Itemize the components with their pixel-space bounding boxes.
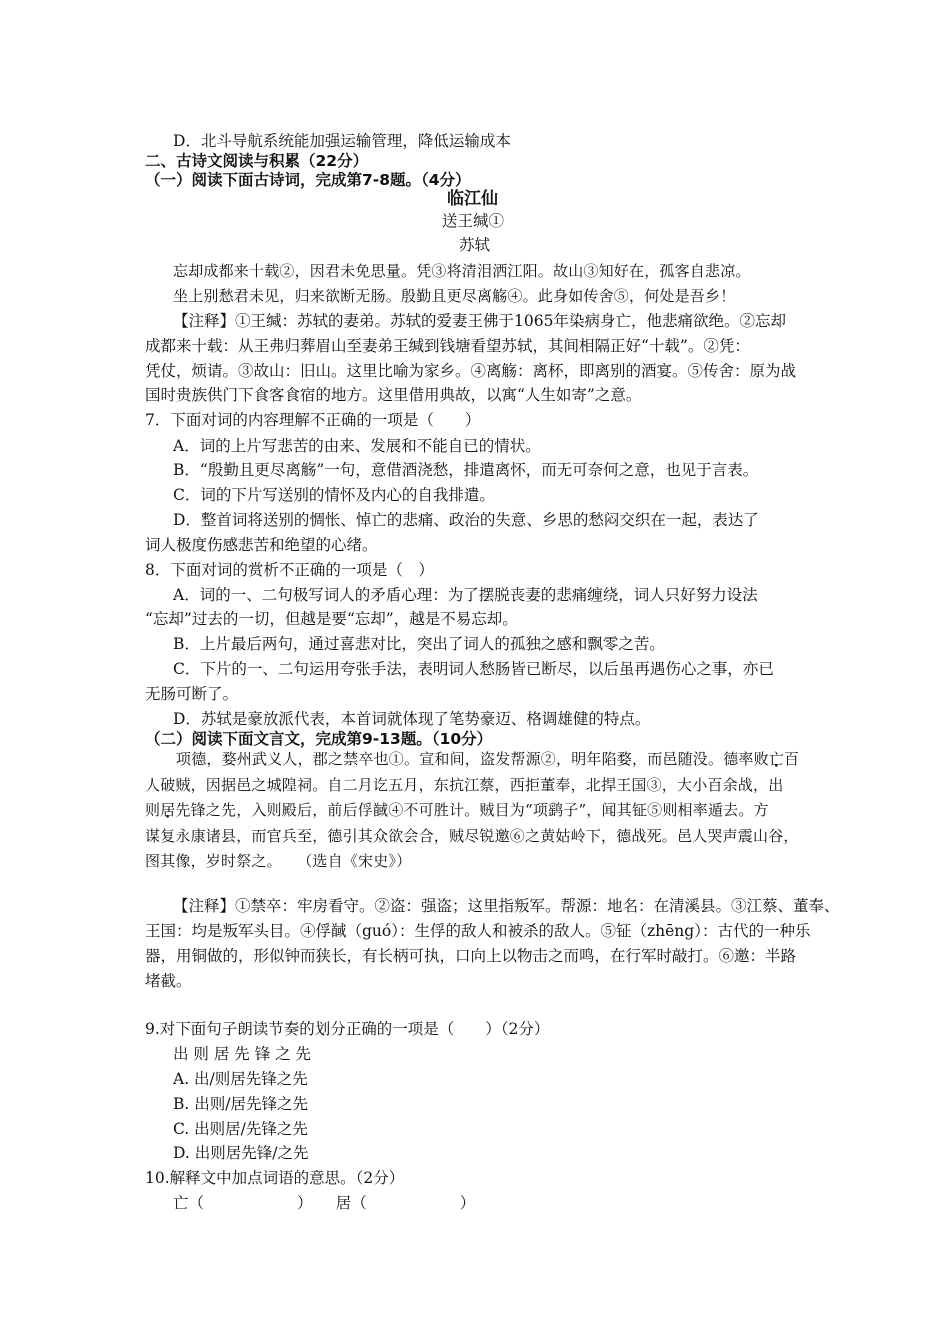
q8-option-b: B．上片最后两句，通过喜悲对比，突出了词人的孤独之感和飘零之苦。 [173, 635, 665, 653]
poem-notes-line: 【注释】①王缄：苏轼的妻弟。苏轼的爱妻王佛于1065年染病身亡，他悲痛欲绝。②忘却 [173, 312, 786, 330]
section-heading-classical: 二、古诗文阅读与积累（22分） [145, 152, 369, 170]
question-8: 8．下面对词的赏析不正确的一项是（ ） [145, 561, 434, 579]
passage-notes-line: 堵截。 [145, 972, 192, 990]
q8-option-a-cont: “忘却”过去的一切，但越是要“忘却”，越是不易忘却。 [145, 610, 518, 628]
passage-line-1: 项德，婺州武义人，郡之禁卒也①。宣和间，盗发帮源②，明年陷婺，而邑随没。德率败亡百 [176, 750, 800, 768]
q7-option-c: C．词的下片写送别的情怀及内心的自我排遣。 [173, 486, 495, 504]
dotted-word-ju: 居 [160, 801, 176, 819]
q8-option-d: D．苏轼是豪放派代表，本首词就体现了笔势豪迈、格调雄健的特点。 [173, 710, 651, 728]
poem-notes-line: 成都来十载：从王弗归葬眉山至妻弟王缄到钱塘看望苏轼，其间相隔正好“十载”。②凭： [145, 337, 750, 355]
question-9: 9.对下面句子朗读节奏的划分正确的一项是（ ）（2分） [145, 1020, 550, 1038]
q9-option-d: D. 出则居先锋/之先 [173, 1144, 309, 1162]
q9-option-a: A. 出/则居先锋之先 [173, 1070, 308, 1088]
poem-subtitle: 送王缄① [442, 212, 505, 230]
passage-notes-line: 器，用铜做的，形似钟而狭长，有长柄可执，口向上以物击之而鸣，在行军时敲打。⑥邀：半路 [145, 947, 797, 965]
question-10: 10.解释文中加点词语的意思。（2分） [145, 1169, 405, 1187]
q10-answer-blanks: 亡（ ） 居（ ） [173, 1194, 476, 1212]
passage-line-5: 图其像，岁时祭之。 （选自《宋史》） [145, 852, 412, 870]
passage-line-4: 谋复永康诸县，而官兵至，德引其众欲会合，贼尽锐邀⑥之黄姑岭下，德战死。邑人哭声震山谷， [145, 827, 799, 845]
poem-notes-line: 国时贵族供门下食客食宿的地方。这里借用典故，以寓“人生如寄”之意。 [145, 386, 642, 404]
q9-option-c: C. 出则居/先锋之先 [173, 1120, 308, 1138]
q8-option-c: C．下片的一、二句运用夸张手法，表明词人愁肠皆已断尽，以后虽再遇伤心之事，亦已 [173, 660, 774, 678]
q8-option-c-cont: 无肠可断了。 [145, 685, 239, 703]
passage-notes-line: 【注释】①禁卒：牢房看守。②盗：强盗；这里指叛军。帮源：地名：在清溪县。③江蔡、董奉、 [173, 897, 840, 915]
question-7: 7．下面对词的内容理解不正确的一项是（ ） [145, 411, 481, 429]
poem-line-2: 坐上别愁君未见，归来欲断无肠。殷勤且更尽离觞④。此身如传舍⑤，何处是吾乡！ [173, 287, 736, 305]
poem-line-1: 忘却成都来十载②，因君未免思量。凭③将清泪洒江阳。故山③知好在，孤客自悲凉。 [173, 262, 751, 280]
subsection-heading-prose: （二）阅读下面文言文，完成第9-13题。（10分） [145, 730, 493, 748]
q9-option-b: B. 出则/居先锋之先 [173, 1095, 308, 1113]
dotted-word-wang: 亡 [768, 750, 785, 768]
q7-option-d-cont: 词人极度伤感悲苦和绝望的心绪。 [145, 536, 378, 554]
subsection-heading-poem: （一）阅读下面古诗词，完成第7-8题。（4分） [145, 171, 471, 189]
q8-option-a: A．词的一、二句极写词人的矛盾心理：为了摆脱丧妻的悲痛缠绕，词人只好努力设法 [173, 586, 758, 604]
q7-option-b: B．“殷勤且更尽离觞”一句，意借酒浇愁，排遣离怀，而无可奈何之意，也见于言表。 [173, 461, 759, 479]
poem-author: 苏轼 [459, 236, 491, 254]
passage-line-2: 人破贼，因据邑之城隍祠。自二月讫五月，东抗江蔡，西拒董奉，北捍王国③，大小百余战，出 [145, 776, 784, 794]
poem-title: 临江仙 [447, 189, 498, 209]
q9-sentence: 出 则 居 先 锋 之 先 [173, 1045, 312, 1063]
q7-option-a: A．词的上片写悲苦的由来、发展和不能自已的情状。 [173, 437, 541, 455]
poem-notes-line: 凭仗，烦请。③故山：旧山。这里比喻为家乡。④离觞：离杯，即离别的酒宴。⑤传舍：原为战 [145, 362, 797, 380]
option-d-q6: D．北斗导航系统能加强运输管理，降低运输成本 [173, 132, 511, 150]
passage-notes-line: 王国：均是叛军头目。④俘馘（guó）：生俘的敌人和被杀的敌人。⑤钲（zhēng）：古代的一种乐 [145, 922, 811, 940]
q7-option-d: D．整首词将送别的惆怅、悼亡的悲痛、政治的失意、乡思的愁闷交织在一起，表达了 [173, 511, 759, 529]
passage-line-3: 则居先锋之先，入则殿后，前后俘馘④不可胜计。贼目为“项鹞子”，闻其钲⑤则相率遁去。方 [145, 801, 769, 819]
